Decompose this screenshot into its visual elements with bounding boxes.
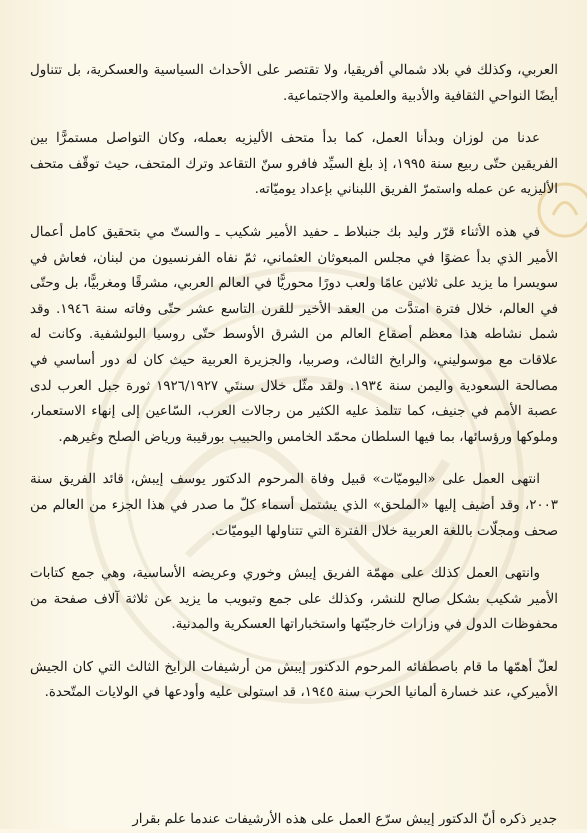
paragraph-3: في هذه الأثناء قرّر وليد بك جنبلاط ـ حفيد الأمير شكيب ـ والستّ مي بتحقيق كامل أعمال الأمير الذي بدأ عضوًا في مجلس المبعوثان العثماني، ثمّ نفاه الفرنسيون من لبنان، فعاش في سويسرا ما يزيد على ثلاثين عامًا ولعب دورًا محوريًّا في العالم العربي، مشرقًا ومغربيًّا، بل وحتّى في العالم، خلال فترة امتدَّت من العقد الأخير للقرن التاسع عشر حتّى وفاته سنة ١٩٤٦. وقد شمل نشاطه هذا معظم أصقاع العالم من الشرق الأوسط حتّى روسيا البولشفية. وكانت له علاقات مع موسوليني، والرايخ الثالث، وصربيا، والجزيرة العربية حيث كان له دور أساسي في مصالحة السعودية واليمن سنة ١٩٣٤. ولقد مثّل خلال سنتَي ١٩٢٦/١٩٢٧ ثورة جبل العرب لدى عصبة الأمم في جنيف، كما تتلمذ عليه الكثير من رجالات العرب، السّاعين إلى إنهاء الاستعمار، وملوكها ورؤسائها، بما فيها السلطان محمّد الخامس والحبيب بورقيبة ورياض الصلح وغيرهم. xyxy=(30,224,558,445)
body-text xyxy=(30,58,558,723)
paragraph-1: العربي، وكذلك في بلاد شمالي أفريقيا، ولا تقتصر على الأحداث السياسية والعسكرية، بل تتناول أيضًا النواحي الثقافية والأدبية والعلمية والاجتماعية. xyxy=(30,63,558,104)
paragraph-2: عدنا من لوزان وبدأنا العمل، كما بدأ متحف الأليزيه بعمله، وكان التواصل مستمرًّا بين الفريقين حتّى ربيع سنة ١٩٩٥، إذ بلغ السيِّد فافرو سنّ التقاعد وترك المتحف، حيث توقّف متحف الأليزيه عن عمله واستمرّ الفريق اللبناني بإعداد يوميّاته. xyxy=(30,131,558,198)
trailing-line: جدير ذكره أنّ الدكتور إيبش سرّع العمل على هذه الأرشيفات عندما علم بقرار xyxy=(132,812,557,828)
paragraph-5: وانتهى العمل كذلك على مهمّة الفريق إيبش وخوري وعريضه الأساسية، وهي جمع كتابات الأمير شكيب بشكل صالح للنشر، وكذلك على جمع وتبويب ما يزيد عن ثلاثة آلاف صفحة من محفوظات الدول في وزارات خارجيّتها واستخباراتها العسكرية والمدنية. xyxy=(30,566,558,633)
paragraph-6: لعلّ أهمّها ما قام باصطفائه المرحوم الدكتور إيبش من أرشيفات الرايخ الثالث التي كان الجيش الأميركي، عند خسارة ألمانيا الحرب سنة ١٩٤٥، قد استولى عليه وأودعها في الولايات المتّحدة. xyxy=(30,659,558,701)
paragraph-4: انتهى العمل على «اليوميّات» قبيل وفاة المرحوم الدكتور يوسف إيبش، قائد الفريق سنة ٢٠٠٣، وقد أضيف إليها «الملحق» الذي يشتمل أسماء كلّ ما صدر في هذا الجزء من العالم من صحف ومجلّات باللغة العربية خلال الفترة التي تتناولها اليوميّات. xyxy=(30,472,558,539)
